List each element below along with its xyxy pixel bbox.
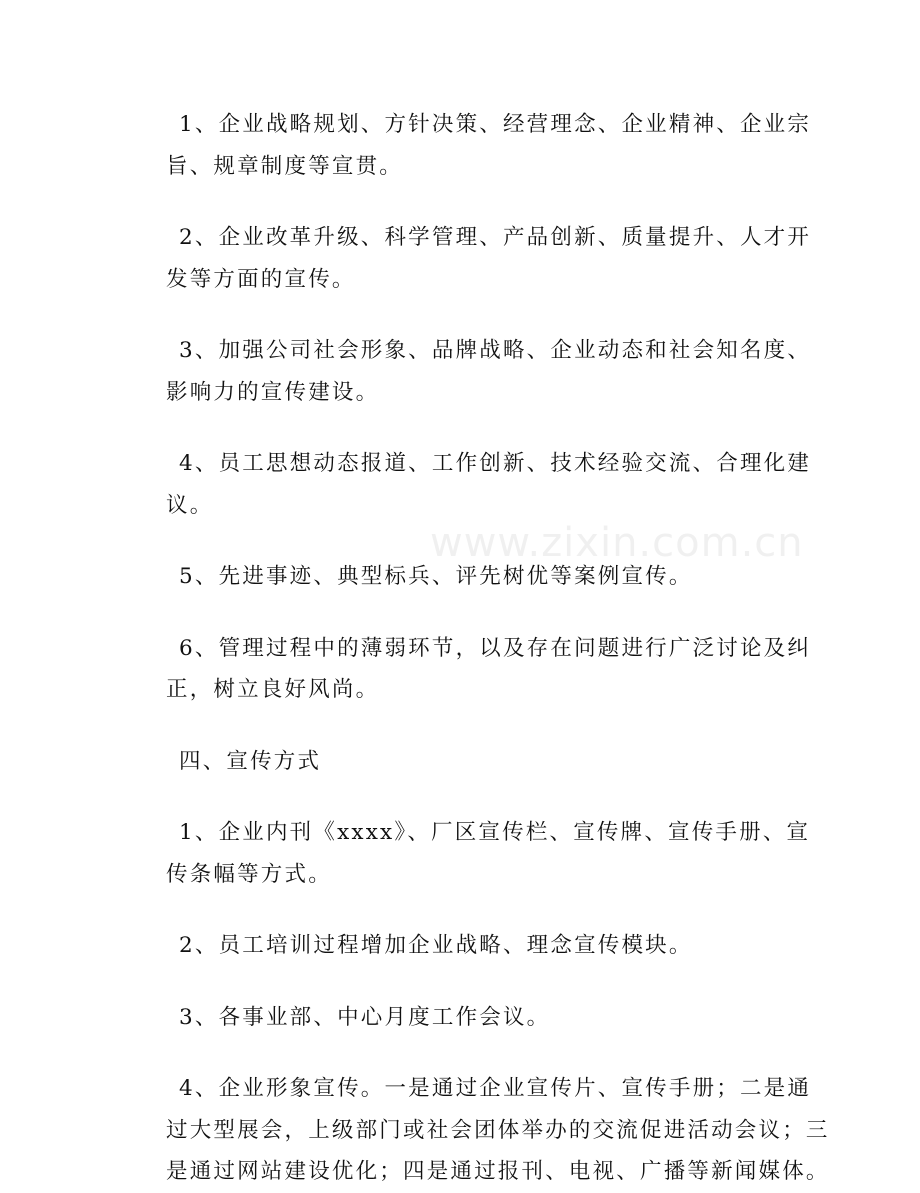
paragraph-line: 3、加强公司社会形象、品牌战略、企业动态和社会知名度、 bbox=[179, 338, 812, 363]
paragraph-2 bbox=[166, 217, 812, 300]
paragraph-10 bbox=[166, 1068, 830, 1193]
paragraph-line: 议。 bbox=[166, 492, 214, 518]
paragraph-4 bbox=[166, 443, 812, 526]
paragraph-line: 2、企业改革升级、科学管理、产品创新、质量提升、人才开 bbox=[179, 225, 812, 250]
paragraph-line: 1、企业内刊《xxxx》、厂区宣传栏、宣传牌、宣传手册、宣 bbox=[179, 820, 811, 845]
paragraph-8 bbox=[166, 925, 786, 967]
paragraph-1 bbox=[166, 104, 812, 187]
paragraph-line: 是通过网站建设优化；四是通过报刊、电视、广播等新闻媒体。 bbox=[166, 1159, 830, 1184]
paragraph-line: 5、先进事迹、典型标兵、评先树优等案例宣传。 bbox=[179, 564, 693, 589]
paragraph-line: 影响力的宣传建设。 bbox=[166, 379, 380, 405]
paragraph-line: 4、企业形象宣传。一是通过企业宣传片、宣传手册；二是通 bbox=[179, 1076, 812, 1101]
paragraph-line: 4、员工思想动态报道、工作创新、技术经验交流、合理化建 bbox=[179, 451, 812, 476]
paragraph-line: 过大型展会，上级部门或社会团体举办的交流促进活动会议；三 bbox=[166, 1117, 830, 1143]
paragraph-5 bbox=[166, 556, 786, 598]
paragraph-line: 2、员工培训过程增加企业战略、理念宣传模块。 bbox=[179, 933, 693, 958]
paragraph-6 bbox=[166, 628, 812, 711]
paragraph-7 bbox=[166, 812, 811, 895]
section-heading-text: 四、宣传方式 bbox=[179, 748, 322, 774]
paragraph-line: 正，树立良好风尚。 bbox=[166, 677, 380, 702]
paragraph-line: 3、各事业部、中心月度工作会议。 bbox=[179, 1004, 551, 1030]
document-body bbox=[166, 104, 830, 1193]
paragraph-line: 传条幅等方式。 bbox=[166, 861, 332, 887]
paragraph-line: 发等方面的宣传。 bbox=[166, 266, 356, 292]
paragraph-3 bbox=[166, 330, 812, 413]
paragraph-line: 6、管理过程中的薄弱环节，以及存在问题进行广泛讨论及纠 bbox=[179, 635, 812, 661]
watermark: www.zixin.com.cn bbox=[430, 520, 804, 566]
paragraph-line: 旨、规章制度等宣贯。 bbox=[166, 153, 404, 179]
section-heading bbox=[166, 741, 786, 783]
paragraph-9 bbox=[166, 997, 786, 1039]
paragraph-line: 1、企业战略规划、方针决策、经营理念、企业精神、企业宗 bbox=[179, 112, 812, 137]
